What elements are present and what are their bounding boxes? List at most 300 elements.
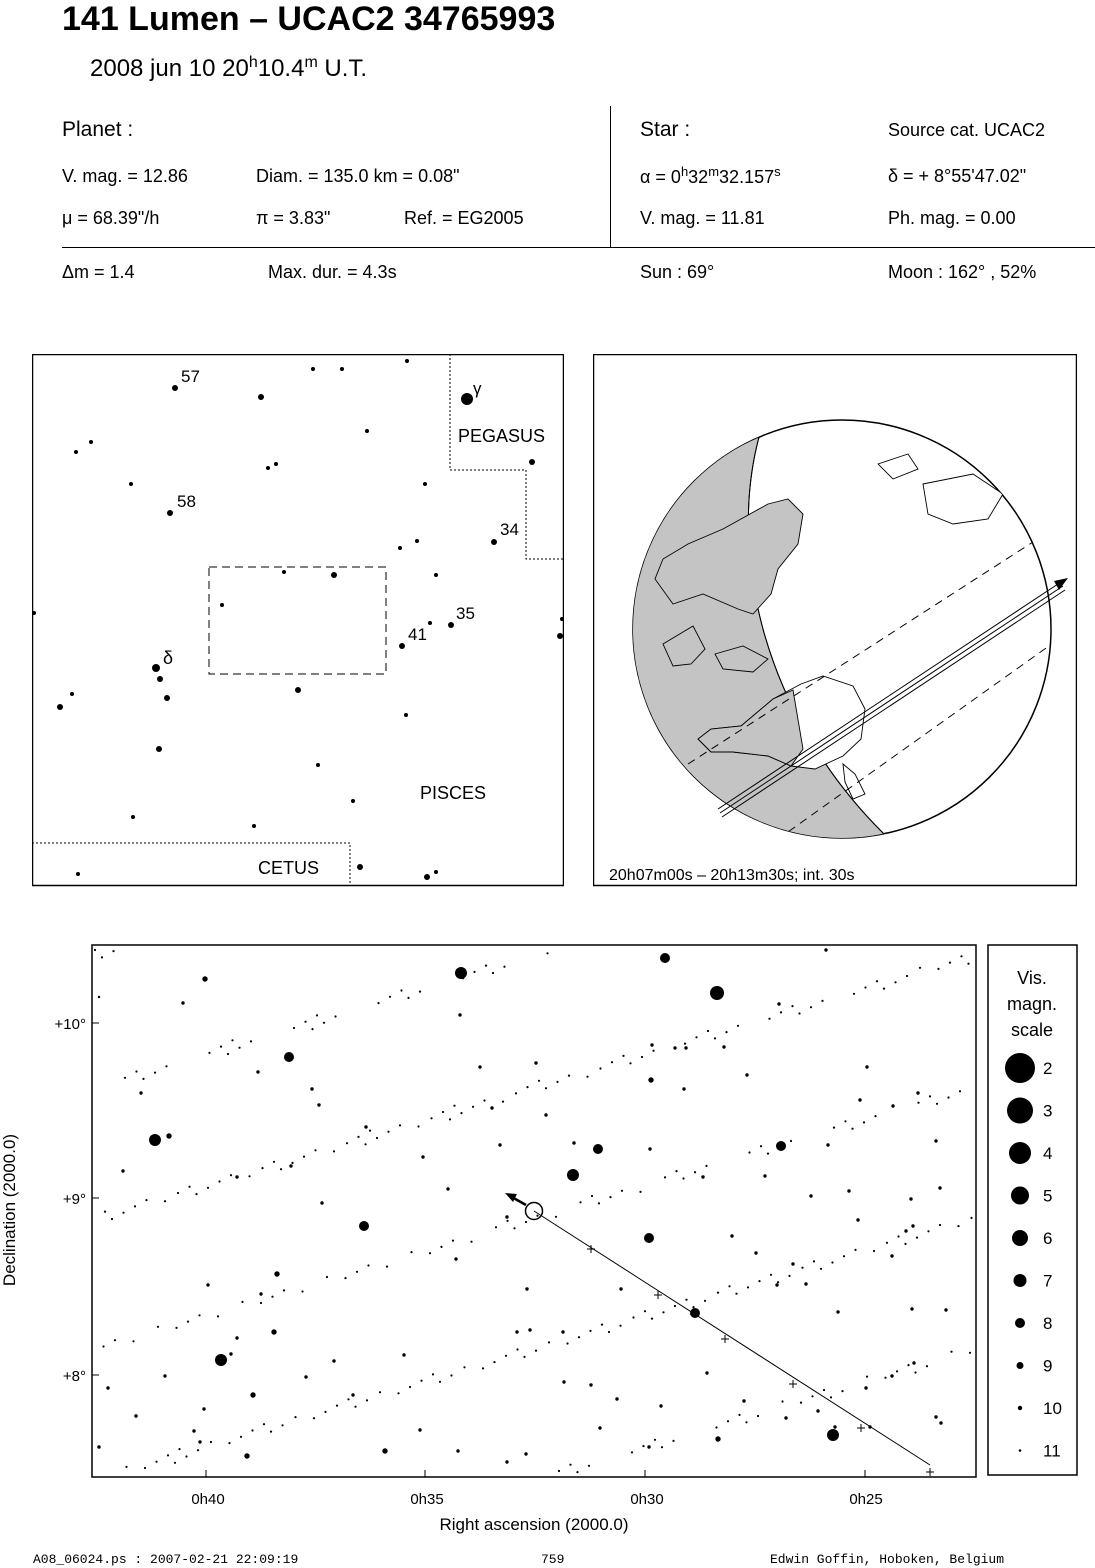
star-label-delta: δ — [163, 648, 174, 668]
detail-star — [139, 1091, 142, 1094]
detail-star — [847, 1189, 850, 1192]
faint-star — [311, 1028, 313, 1030]
faint-star — [632, 1316, 634, 1318]
faint-star — [387, 1131, 389, 1133]
faint-star — [748, 1151, 750, 1153]
detail-star — [382, 1448, 387, 1453]
scale-mag-dot — [1009, 1142, 1031, 1164]
faint-star — [336, 1405, 338, 1407]
finder-star — [282, 570, 286, 574]
faint-star — [622, 1055, 624, 1057]
faint-star — [874, 1115, 876, 1117]
faint-star — [250, 1040, 252, 1042]
finder-star — [398, 546, 402, 550]
faint-star — [904, 1243, 906, 1245]
finder-star — [89, 440, 93, 444]
faint-star — [768, 1018, 770, 1020]
faint-star — [313, 1417, 315, 1419]
faint-star — [410, 1251, 412, 1253]
finder-chart — [32, 354, 564, 887]
faint-star — [334, 1015, 336, 1017]
faint-star — [195, 1193, 197, 1195]
faint-star — [538, 1080, 540, 1082]
finder-star — [316, 763, 320, 767]
finder-star — [365, 429, 369, 433]
faint-star — [197, 1449, 199, 1451]
finder-star — [557, 633, 563, 639]
faint-star — [432, 1373, 434, 1375]
faint-star — [936, 1103, 938, 1105]
faint-star — [354, 1406, 356, 1408]
faint-star — [260, 1302, 262, 1304]
faint-star — [916, 1237, 918, 1239]
faint-star — [747, 1286, 749, 1288]
detail-star — [505, 1460, 508, 1463]
faint-star — [684, 1043, 686, 1045]
detail-star — [515, 1330, 518, 1333]
finder-star — [428, 621, 432, 625]
detail-star — [498, 1143, 501, 1146]
detail-star — [754, 1251, 757, 1254]
faint-star — [513, 1227, 515, 1229]
scale-title-1: Vis. — [1017, 968, 1047, 988]
faint-star — [629, 1062, 631, 1064]
faint-star — [400, 989, 402, 991]
finder-star — [404, 713, 408, 717]
faint-star — [326, 1276, 328, 1278]
faint-star — [164, 1200, 166, 1202]
sun-distance: Sun : 69° — [640, 262, 715, 282]
faint-star — [738, 1414, 740, 1416]
faint-star — [661, 1446, 663, 1448]
faint-star — [725, 1031, 727, 1033]
detail-star — [742, 1399, 745, 1402]
faint-star — [844, 1120, 846, 1122]
faint-star — [294, 1416, 296, 1418]
star-ra: $\alpha = 0^h32^m32.157^s$ — [640, 164, 781, 187]
faint-star — [566, 1342, 568, 1344]
detail-star — [776, 1141, 786, 1151]
scale-mag-label: 4 — [1043, 1144, 1053, 1163]
faint-star — [641, 1056, 643, 1058]
star-label-57: 57 — [181, 367, 200, 386]
detail-star — [259, 1292, 262, 1295]
detail-star — [827, 1429, 839, 1441]
faint-star — [397, 1392, 399, 1394]
faint-star — [897, 1235, 899, 1237]
detail-star — [804, 1282, 807, 1285]
faint-star — [357, 1136, 359, 1138]
faint-star — [876, 980, 878, 982]
detail-star — [644, 1233, 654, 1243]
detail-star — [650, 1043, 653, 1046]
faint-star — [576, 1471, 578, 1473]
faint-star — [377, 1002, 379, 1004]
finder-star — [172, 385, 178, 391]
detail-star — [289, 1164, 292, 1167]
finder-star — [560, 617, 564, 621]
finder-star — [529, 459, 535, 465]
faint-star — [601, 1324, 603, 1326]
faint-star — [364, 1143, 366, 1145]
star-label-58: 58 — [177, 492, 196, 511]
finder-star — [448, 622, 454, 628]
faint-star — [642, 1445, 644, 1447]
faint-star — [831, 1261, 833, 1263]
finder-star — [157, 676, 163, 682]
faint-star — [599, 1067, 601, 1069]
faint-star — [207, 1187, 209, 1189]
faint-star — [777, 1281, 779, 1283]
faint-star — [240, 1436, 242, 1438]
detail-star — [274, 1271, 279, 1276]
info-divider — [610, 106, 611, 248]
faint-star — [735, 1293, 737, 1295]
faint-star — [157, 1326, 159, 1328]
detail-star — [166, 1133, 171, 1138]
faint-star — [598, 1202, 600, 1204]
scale-mag-dot — [1014, 1274, 1027, 1287]
footer-file: A08_06024.ps : 2007-02-21 22:09:19 — [33, 1552, 299, 1567]
finder-star — [252, 824, 256, 828]
detail-star — [505, 1215, 508, 1218]
faint-star — [704, 1300, 706, 1302]
faint-star — [957, 1225, 959, 1227]
detail-star — [456, 1449, 459, 1452]
faint-star — [460, 1112, 462, 1114]
faint-star — [525, 1221, 527, 1223]
detail-star — [446, 1187, 449, 1190]
detail-star — [106, 1386, 109, 1389]
max-duration: Max. dur. = 4.3s — [268, 262, 397, 282]
detail-star — [784, 1416, 787, 1419]
detail-star-chart — [0, 940, 980, 1540]
detail-star — [235, 1175, 238, 1178]
faint-star — [263, 1423, 265, 1425]
star-heading: Star : — [640, 118, 691, 141]
finder-star — [156, 746, 162, 752]
detail-star — [864, 1386, 867, 1389]
faint-star — [778, 1146, 780, 1148]
detail-star — [858, 1098, 861, 1101]
faint-star — [926, 1365, 928, 1367]
detail-star — [97, 1445, 100, 1448]
faint-star — [174, 1462, 176, 1464]
faint-star — [301, 1290, 303, 1292]
faint-star — [536, 1215, 538, 1217]
dec-tick-10: +10° — [54, 1016, 86, 1033]
detail-star — [911, 1224, 914, 1227]
faint-star — [651, 1318, 653, 1320]
faint-star — [780, 1011, 782, 1013]
faint-star — [210, 1441, 212, 1443]
faint-star — [823, 1389, 825, 1391]
faint-star — [187, 1321, 189, 1323]
finder-star — [295, 687, 301, 693]
detail-star — [619, 1287, 622, 1290]
faint-star — [937, 968, 939, 970]
detail-star — [332, 1359, 335, 1362]
faint-star — [798, 1012, 800, 1014]
detail-star — [562, 1380, 565, 1383]
detail-star — [777, 1002, 780, 1005]
faint-star — [886, 1242, 888, 1244]
detail-star — [647, 1445, 650, 1448]
page-title: 141 Lumen – UCAC2 34765993 — [62, 0, 556, 38]
detail-star — [865, 1065, 868, 1068]
faint-star — [672, 1440, 674, 1442]
faint-star — [917, 1102, 919, 1104]
finder-star — [57, 704, 63, 710]
faint-star — [960, 955, 962, 957]
planet-ref: Ref. = EG2005 — [404, 208, 524, 228]
detail-star — [402, 1353, 405, 1356]
star-phmag: Ph. mag. = 0.00 — [888, 208, 1016, 228]
faint-star — [442, 1111, 444, 1113]
detail-star — [909, 1197, 912, 1200]
detail-star — [890, 1254, 893, 1257]
faint-star — [178, 1448, 180, 1450]
finder-star — [274, 462, 278, 466]
faint-star — [830, 1396, 832, 1398]
faint-star — [579, 1201, 581, 1203]
faint-star — [728, 1285, 730, 1287]
star-source: Source cat. UCAC2 — [888, 120, 1046, 140]
faint-star — [283, 1289, 285, 1291]
faint-star — [705, 1165, 707, 1167]
faint-star — [280, 1168, 282, 1170]
detail-star — [364, 1125, 367, 1128]
faint-star — [366, 1399, 368, 1401]
faint-star — [927, 1230, 929, 1232]
detail-star — [525, 1287, 528, 1290]
detail-star — [593, 1144, 603, 1154]
faint-star — [132, 1340, 134, 1342]
detail-star — [816, 1409, 819, 1412]
faint-star — [654, 1439, 656, 1441]
faint-star — [619, 1325, 621, 1327]
faint-star — [399, 1124, 401, 1126]
detail-star — [351, 1393, 354, 1396]
scale-mag-label: 2 — [1043, 1059, 1053, 1078]
faint-star — [347, 1398, 349, 1400]
faint-star — [851, 1128, 853, 1130]
detail-star — [304, 1375, 307, 1378]
faint-star — [324, 1411, 326, 1413]
scale-mag-dot — [1015, 1318, 1025, 1328]
detail-star — [916, 1091, 919, 1094]
faint-star — [548, 1341, 550, 1343]
scale-mag-dot — [1018, 1406, 1022, 1410]
faint-star — [558, 1470, 560, 1472]
detail-star — [181, 1001, 184, 1004]
detail-star — [235, 1336, 238, 1339]
detail-star — [934, 1415, 937, 1418]
detail-star — [198, 1440, 201, 1443]
detail-star — [856, 1218, 859, 1221]
detail-star — [544, 1113, 547, 1116]
detail-star — [890, 1374, 893, 1377]
detail-star — [310, 1087, 313, 1090]
faint-star — [346, 1142, 348, 1144]
planet-diameter: Diam. = 135.0 km = 0.08" — [256, 166, 460, 186]
faint-star — [111, 1218, 113, 1220]
faint-star — [894, 981, 896, 983]
faint-star — [516, 1348, 518, 1350]
detail-star — [418, 1428, 421, 1431]
faint-star — [820, 1268, 822, 1270]
faint-star — [114, 1339, 116, 1341]
faint-star — [692, 1306, 694, 1308]
faint-star — [578, 1336, 580, 1338]
faint-star — [967, 963, 969, 965]
faint-star — [854, 1249, 856, 1251]
faint-star — [833, 1127, 835, 1129]
faint-star — [261, 1167, 263, 1169]
faint-star — [821, 1000, 823, 1002]
faint-star — [439, 1381, 441, 1383]
faint-star — [506, 1220, 508, 1222]
detail-star — [684, 1046, 687, 1049]
faint-star — [644, 1310, 646, 1312]
faint-star — [208, 1052, 210, 1054]
detail-star — [271, 1329, 276, 1334]
faint-star — [662, 1311, 664, 1313]
faint-star — [906, 975, 908, 977]
event-datetime: 2008 jun 10 20$^h$10.4$^m$ U.T. — [90, 54, 368, 82]
detail-star — [202, 1407, 205, 1410]
detail-star — [934, 1139, 937, 1142]
detail-star — [534, 1061, 537, 1064]
faint-star — [959, 1090, 961, 1092]
dec-tick-8: +8° — [62, 1368, 86, 1385]
faint-star — [270, 1431, 272, 1433]
finder-star — [357, 864, 363, 870]
faint-star — [462, 977, 464, 979]
faint-star — [873, 1250, 875, 1252]
faint-star — [449, 1118, 451, 1120]
ra-tick-0h30: 0h30 — [630, 1491, 664, 1508]
faint-star — [251, 1429, 253, 1431]
faint-star — [112, 950, 114, 952]
faint-star — [568, 1075, 570, 1077]
faint-star — [452, 1240, 454, 1242]
faint-star — [760, 1145, 762, 1147]
detail-star — [478, 1065, 481, 1068]
detail-star — [589, 1383, 592, 1386]
faint-star — [102, 1345, 104, 1347]
faint-star — [188, 1186, 190, 1188]
detail-star — [134, 1414, 137, 1417]
star-vmag: V. mag. = 11.81 — [640, 208, 765, 228]
faint-star — [293, 1027, 295, 1029]
faint-star — [588, 1465, 590, 1467]
faint-star — [790, 1140, 792, 1142]
detail-star — [648, 1147, 651, 1150]
faint-star — [788, 1275, 790, 1277]
detail-star — [701, 1175, 704, 1178]
finder-star — [491, 539, 497, 545]
detail-star — [705, 1371, 708, 1374]
detail-star — [648, 1077, 653, 1082]
scale-mag-label: 7 — [1043, 1271, 1053, 1291]
faint-star — [155, 1461, 157, 1463]
detail-star — [490, 1106, 493, 1109]
faint-star — [198, 1314, 200, 1316]
faint-star — [450, 1374, 452, 1376]
faint-star — [420, 1380, 422, 1382]
globe-time-caption: 20h07m00s – 20h13m30s; int. 30s — [609, 867, 855, 884]
detail-star — [320, 1201, 323, 1204]
finder-star — [74, 450, 78, 454]
scale-mag-label: 9 — [1043, 1356, 1053, 1376]
faint-star — [482, 1367, 484, 1369]
detail-star — [710, 986, 724, 1000]
faint-star — [843, 1255, 845, 1257]
faint-star — [682, 1177, 684, 1179]
faint-star — [631, 1451, 633, 1453]
detail-star — [745, 1073, 748, 1076]
faint-star — [217, 1315, 219, 1317]
planet-motion: μ = 68.39"/h — [62, 208, 160, 228]
faint-star — [781, 1400, 783, 1402]
faint-star — [664, 1176, 666, 1178]
detail-star — [715, 1436, 720, 1441]
faint-star — [304, 1021, 306, 1023]
faint-star — [344, 1277, 346, 1279]
faint-star — [407, 997, 409, 999]
finder-star — [76, 872, 80, 876]
faint-star — [896, 1370, 898, 1372]
faint-star — [379, 1391, 381, 1393]
faint-star — [811, 1395, 813, 1397]
detail-star — [229, 1352, 232, 1355]
detail-star — [121, 1169, 124, 1172]
finder-star — [351, 799, 355, 803]
finder-star — [434, 573, 438, 577]
faint-star — [493, 1361, 495, 1363]
faint-star — [801, 1267, 803, 1269]
finder-star — [399, 643, 405, 649]
faint-star — [135, 1070, 137, 1072]
faint-star — [864, 986, 866, 988]
finder-star — [405, 359, 409, 363]
faint-star — [546, 952, 548, 954]
faint-star — [556, 1081, 558, 1083]
faint-star — [503, 966, 505, 968]
finder-star — [131, 815, 135, 819]
detail-star — [763, 1174, 766, 1177]
detail-star — [192, 1429, 195, 1432]
finder-star — [258, 394, 264, 400]
faint-star — [694, 1171, 696, 1173]
faint-star — [316, 1014, 318, 1016]
faint-star — [853, 993, 855, 995]
dec-tick-9: +9° — [62, 1191, 86, 1208]
faint-star — [228, 1442, 230, 1444]
earth-globe-map — [593, 354, 1077, 887]
faint-star — [291, 1162, 293, 1164]
detail-star — [939, 1421, 942, 1424]
faint-star — [866, 1376, 868, 1378]
constellation-pisces: PISCES — [420, 783, 487, 803]
faint-star — [453, 1105, 455, 1107]
scale-mag-label: 11 — [1043, 1441, 1061, 1461]
faint-star — [142, 1078, 144, 1080]
detail-star — [791, 1262, 794, 1265]
planet-parallax: π = 3.83" — [256, 208, 331, 228]
faint-star — [271, 1296, 273, 1298]
